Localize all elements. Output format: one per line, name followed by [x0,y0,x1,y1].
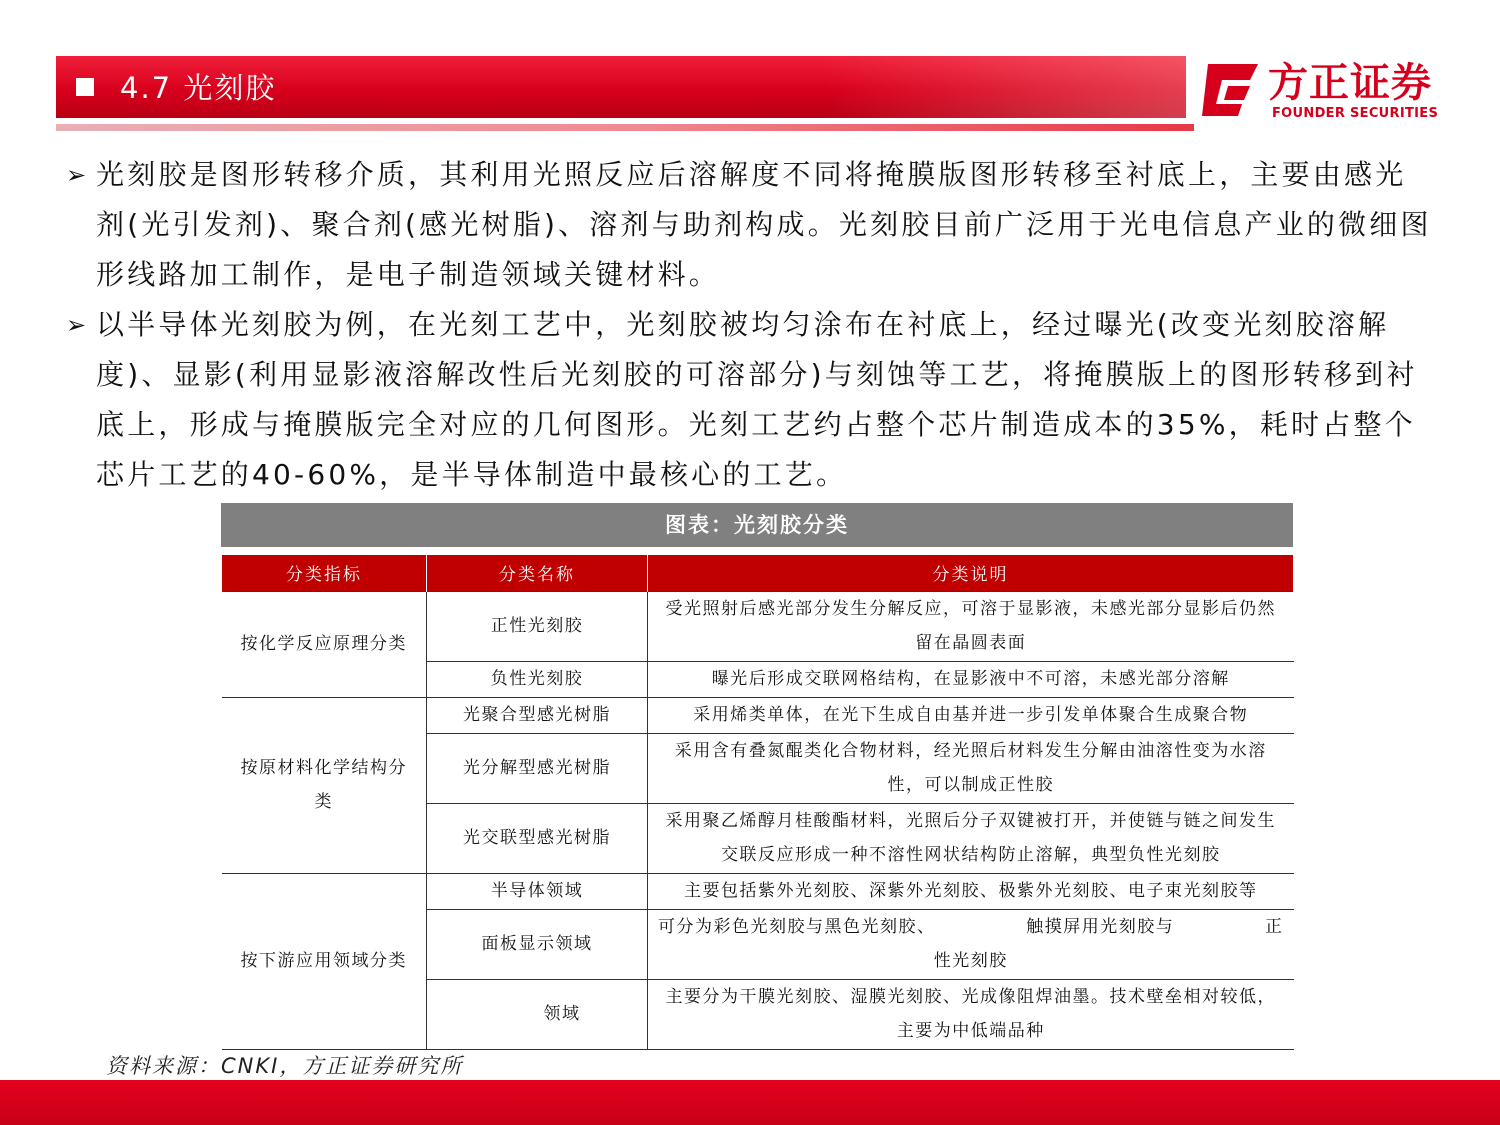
name-cell: 光聚合型感光树脂 [427,697,648,733]
founder-logo-mark-icon [1198,60,1264,122]
column-header: 分类指标 [222,555,427,591]
desc-cell: 采用含有叠氮醌类化合物材料，经光照后材料发生分解由油溶性变为水溶性，可以制成正性胶 [648,733,1294,803]
desc-part: 可分为彩色光刻胶与黑色光刻胶、 [658,917,936,937]
desc-cell: 采用聚乙烯醇月桂酸酯材料，光照后分子双键被打开，并使链与链之间发生交联反应形成一种不溶性网状结构防止溶解，典型负性光刻胶 [648,803,1294,873]
category-cell: 按化学反应原理分类 [222,591,427,697]
table-row [222,591,1294,661]
bullet-text: 光刻胶是图形转移介质，其利用光照反应后溶解度不同将掩膜版图形转移至衬底上，主要由感光剂(光引发剂)、聚合剂(感光树脂)、溶剂与助剂构成。光刻胶目前广泛用于光电信息产业的微细图形线路加工制作，是电子制造领域关键材料。 [96,158,1432,291]
founder-securities-logo [1198,60,1448,126]
table-header-row [222,555,1294,591]
bullet-list [66,150,1436,500]
name-cell: 光分解型感光树脂 [427,733,648,803]
bullet-text: 以半导体光刻胶为例，在光刻工艺中，光刻胶被均匀涂布在衬底上，经过曝光(改变光刻胶溶解度)、显影(利用显影液溶解改性后光刻胶的可溶部分)与刻蚀等工艺，将掩膜版上的图形转移到衬底上，形成与掩膜版完全对应的几何图形。光刻工艺约占整个芯片制造成本的35%，耗时占整个芯片工艺的40-60%，是半导体制造中最核心的工艺。 [96,308,1418,491]
bullet-item [66,150,1436,300]
desc-line [658,910,1284,944]
classification-table [221,555,1294,1050]
category-cell: 按下游应用领域分类 [222,873,427,1049]
section-title: 4.7 光刻胶 [120,71,277,105]
footer-band [0,1080,1500,1125]
name-cell: 领域 [427,979,648,1049]
arrow-bullet-icon: ➢ [66,311,90,339]
table-row [222,873,1294,909]
bullet-item [66,300,1436,500]
column-header: 分类名称 [427,555,648,591]
header-divider [56,124,1194,131]
column-header: 分类说明 [648,555,1294,591]
desc-line: 性光刻胶 [933,951,1008,971]
desc-cell: 曝光后形成交联网格结构，在显影液中不可溶，未感光部分溶解 [648,661,1294,697]
table-title: 图表：光刻胶分类 [221,503,1293,547]
desc-part: 正 [1265,917,1284,937]
name-cell: 光交联型感光树脂 [427,803,648,873]
arrow-bullet-icon: ➢ [66,161,90,189]
name-cell: 负性光刻胶 [427,661,648,697]
desc-cell: 受光照射后感光部分发生分解反应，可溶于显影液，未感光部分显影后仍然留在晶圆表面 [648,591,1294,661]
logo-name-cn: 方正证券 [1268,60,1432,106]
desc-cell: 采用烯类单体，在光下生成自由基并进一步引发单体聚合生成聚合物 [648,697,1294,733]
name-cell: 半导体领域 [427,873,648,909]
header-square-icon [76,78,94,96]
desc-cell [648,909,1294,979]
source-note: 资料来源：CNKI，方正证券研究所 [106,1054,464,1078]
category-cell: 按原材料化学结构分类 [222,697,427,873]
desc-part: 触摸屏用光刻胶与 [1026,917,1175,937]
table-row [222,697,1294,733]
name-cell: 面板显示领域 [427,909,648,979]
photoresist-classification-table [221,503,1293,1050]
desc-cell: 主要分为干膜光刻胶、湿膜光刻胶、光成像阻焊油墨。技术壁垒相对较低，主要为中低端品种 [648,979,1294,1049]
name-cell: 正性光刻胶 [427,591,648,661]
logo-name-en: FOUNDER SECURITIES [1272,106,1439,121]
desc-cell: 主要包括紫外光刻胶、深紫外光刻胶、极紫外光刻胶、电子束光刻胶等 [648,873,1294,909]
